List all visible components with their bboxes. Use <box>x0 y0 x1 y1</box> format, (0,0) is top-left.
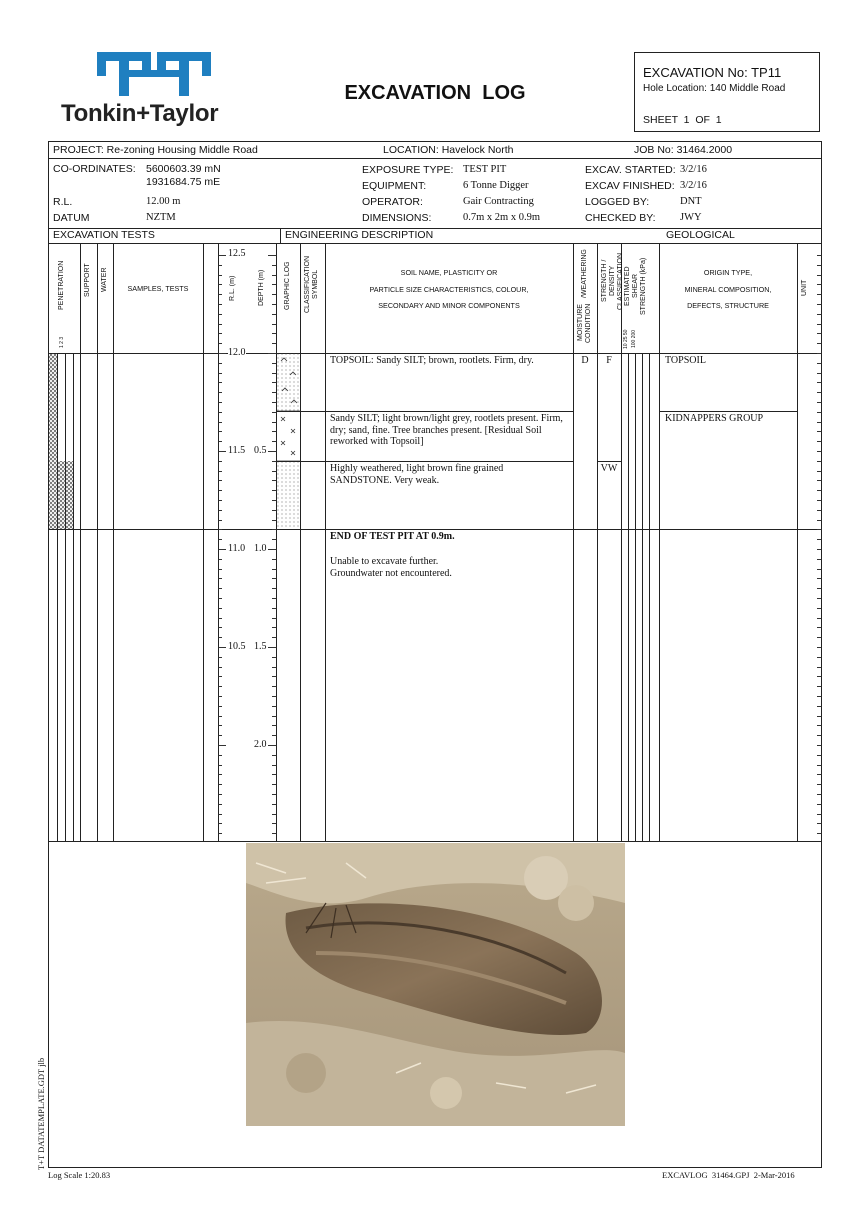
layer-1-moisture: D <box>581 355 589 366</box>
col-soil-line3: SECONDARY AND MINOR COMPONENTS <box>378 301 520 310</box>
penetration-hatch <box>49 353 74 529</box>
col-graphic-log: GRAPHIC LOG <box>284 261 291 311</box>
layer-2-geology: KIDNAPPERS GROUP <box>665 413 764 424</box>
checked-value: JWY <box>680 212 702 223</box>
equipment-value: 6 Tonne Digger <box>463 180 529 191</box>
coordinates-label: CO-ORDINATES: <box>53 163 136 175</box>
sheet-number: SHEET 1 OF 1 <box>643 114 722 126</box>
checked-label: CHECKED BY: <box>585 212 656 224</box>
excavation-number: EXCAVATION No: TP11 <box>643 65 782 80</box>
section-excavation-tests: EXCAVATION TESTS <box>53 229 155 241</box>
rl-label-11-5: 11.5 <box>228 445 246 456</box>
side-template-label: T+T DATATEMPLATE.GDT jlb <box>36 1057 46 1170</box>
col-water: WATER <box>101 267 108 293</box>
rl-label-10-5: 10.5 <box>228 641 246 652</box>
exposure-label: EXPOSURE TYPE: <box>362 164 454 176</box>
col-origin-line3: DEFECTS, STRUCTURE <box>687 301 769 310</box>
col-soil-line1: SOIL NAME, PLASTICITY OR <box>400 268 498 277</box>
excavation-id-box <box>634 52 820 132</box>
layer-3-description: Highly weathered, light brown fine grained SANDSTONE. Very weak. <box>330 463 504 486</box>
col-strength: STRENGTH / DENSITY CLASSIFICATION <box>601 252 624 310</box>
depth-label-0-5: 0.5 <box>254 445 267 456</box>
started-label: EXCAV. STARTED: <box>585 164 676 176</box>
company-logo <box>55 48 245 133</box>
started-value: 3/2/16 <box>680 164 707 175</box>
company-name: Tonkin+Taylor <box>61 100 219 127</box>
operator-label: OPERATOR: <box>362 196 423 208</box>
coordinates-east: 1931684.75 mE <box>146 176 221 188</box>
dimensions-value: 0.7m x 2m x 0.9m <box>463 212 541 223</box>
finished-value: 3/2/16 <box>680 180 707 191</box>
col-rl: R.L. (m) <box>229 275 236 301</box>
col-moisture: MOISTURE CONDITION <box>577 303 592 343</box>
page-title: EXCAVATION LOG <box>344 82 526 104</box>
col-support: SUPPORT <box>84 263 91 297</box>
operator-value: Gair Contracting <box>463 196 534 207</box>
hole-location: Hole Location: 140 Middle Road <box>643 83 786 94</box>
location-field: LOCATION: Havelock North <box>383 144 514 156</box>
rl-label-12-0: 12.0 <box>228 347 246 358</box>
rl-value: 12.00 m <box>146 196 181 207</box>
datum-value: NZTM <box>146 212 176 223</box>
job-number-field: JOB No: 31464.2000 <box>634 144 733 156</box>
graphic-log <box>277 353 300 529</box>
col-depth: DEPTH (m) <box>258 269 265 307</box>
end-note-line1: Unable to excavate further. <box>330 556 439 567</box>
col-classification: CLASSIFICATION SYMBOL <box>304 255 319 313</box>
layer-1-strength: F <box>606 355 612 366</box>
col-samples: SAMPLES, TESTS <box>127 284 189 293</box>
col-penetration-scale: 1 2 3 <box>59 336 65 348</box>
section-engineering: ENGINEERING DESCRIPTION <box>285 229 434 241</box>
col-penetration: PENETRATION <box>58 260 65 310</box>
rl-label-11-0: 11.0 <box>228 543 246 554</box>
layer-1-geology: TOPSOIL <box>665 355 706 366</box>
tt-logo-mark-icon <box>55 48 245 98</box>
col-unit: UNIT <box>801 279 808 297</box>
log-scale: Log Scale 1:20.83 <box>48 1170 111 1180</box>
col-shear-scale: 10 25 50 100 200 <box>623 329 637 349</box>
finished-label: EXCAV FINISHED: <box>585 180 675 192</box>
end-of-pit-title: END OF TEST PIT AT 0.9m. <box>330 531 455 542</box>
test-pit-photo <box>246 843 625 1126</box>
col-soil-line2: PARTICLE SIZE CHARACTERISTICS, COLOUR, <box>369 285 529 294</box>
layer-3-strength: VW <box>600 463 618 474</box>
col-origin-line2: MINERAL COMPOSITION, <box>684 285 772 294</box>
file-reference: EXCAVLOG 31464.GPJ 2-Mar-2016 <box>662 1170 795 1180</box>
section-geological: GEOLOGICAL <box>666 229 735 241</box>
depth-label-1-0: 1.0 <box>254 543 267 554</box>
col-shear: ESTIMATED SHEAR STRENGTH (kPa) <box>624 257 647 315</box>
equipment-label: EQUIPMENT: <box>362 180 427 192</box>
depth-label-2-0: 2.0 <box>254 739 267 750</box>
project-field: PROJECT: Re-zoning Housing Middle Road <box>53 144 258 156</box>
logged-value: DNT <box>680 196 702 207</box>
rl-label-12-5: 12.5 <box>228 248 246 259</box>
layer-2-description: Sandy SILT; light brown/light grey, rootlets present. Firm, dry; sand, fine. Tree branches present. [Residual Soil reworked with Topsoil] <box>330 413 563 447</box>
dimensions-label: DIMENSIONS: <box>362 212 432 224</box>
col-weathering: /WEATHERING <box>581 249 588 299</box>
col-origin-line1: ORIGIN TYPE, <box>703 268 753 277</box>
exposure-value: TEST PIT <box>463 164 507 175</box>
datum-label: DATUM <box>53 212 90 224</box>
logged-label: LOGGED BY: <box>585 196 650 208</box>
end-note-line2: Groundwater not encountered. <box>330 568 452 579</box>
depth-label-1-5: 1.5 <box>254 641 267 652</box>
rl-label: R.L. <box>53 196 73 208</box>
layer-1-description: TOPSOIL: Sandy SILT; brown, rootlets. Firm, dry. <box>330 355 534 366</box>
coordinates-north: 5600603.39 mN <box>146 163 221 175</box>
